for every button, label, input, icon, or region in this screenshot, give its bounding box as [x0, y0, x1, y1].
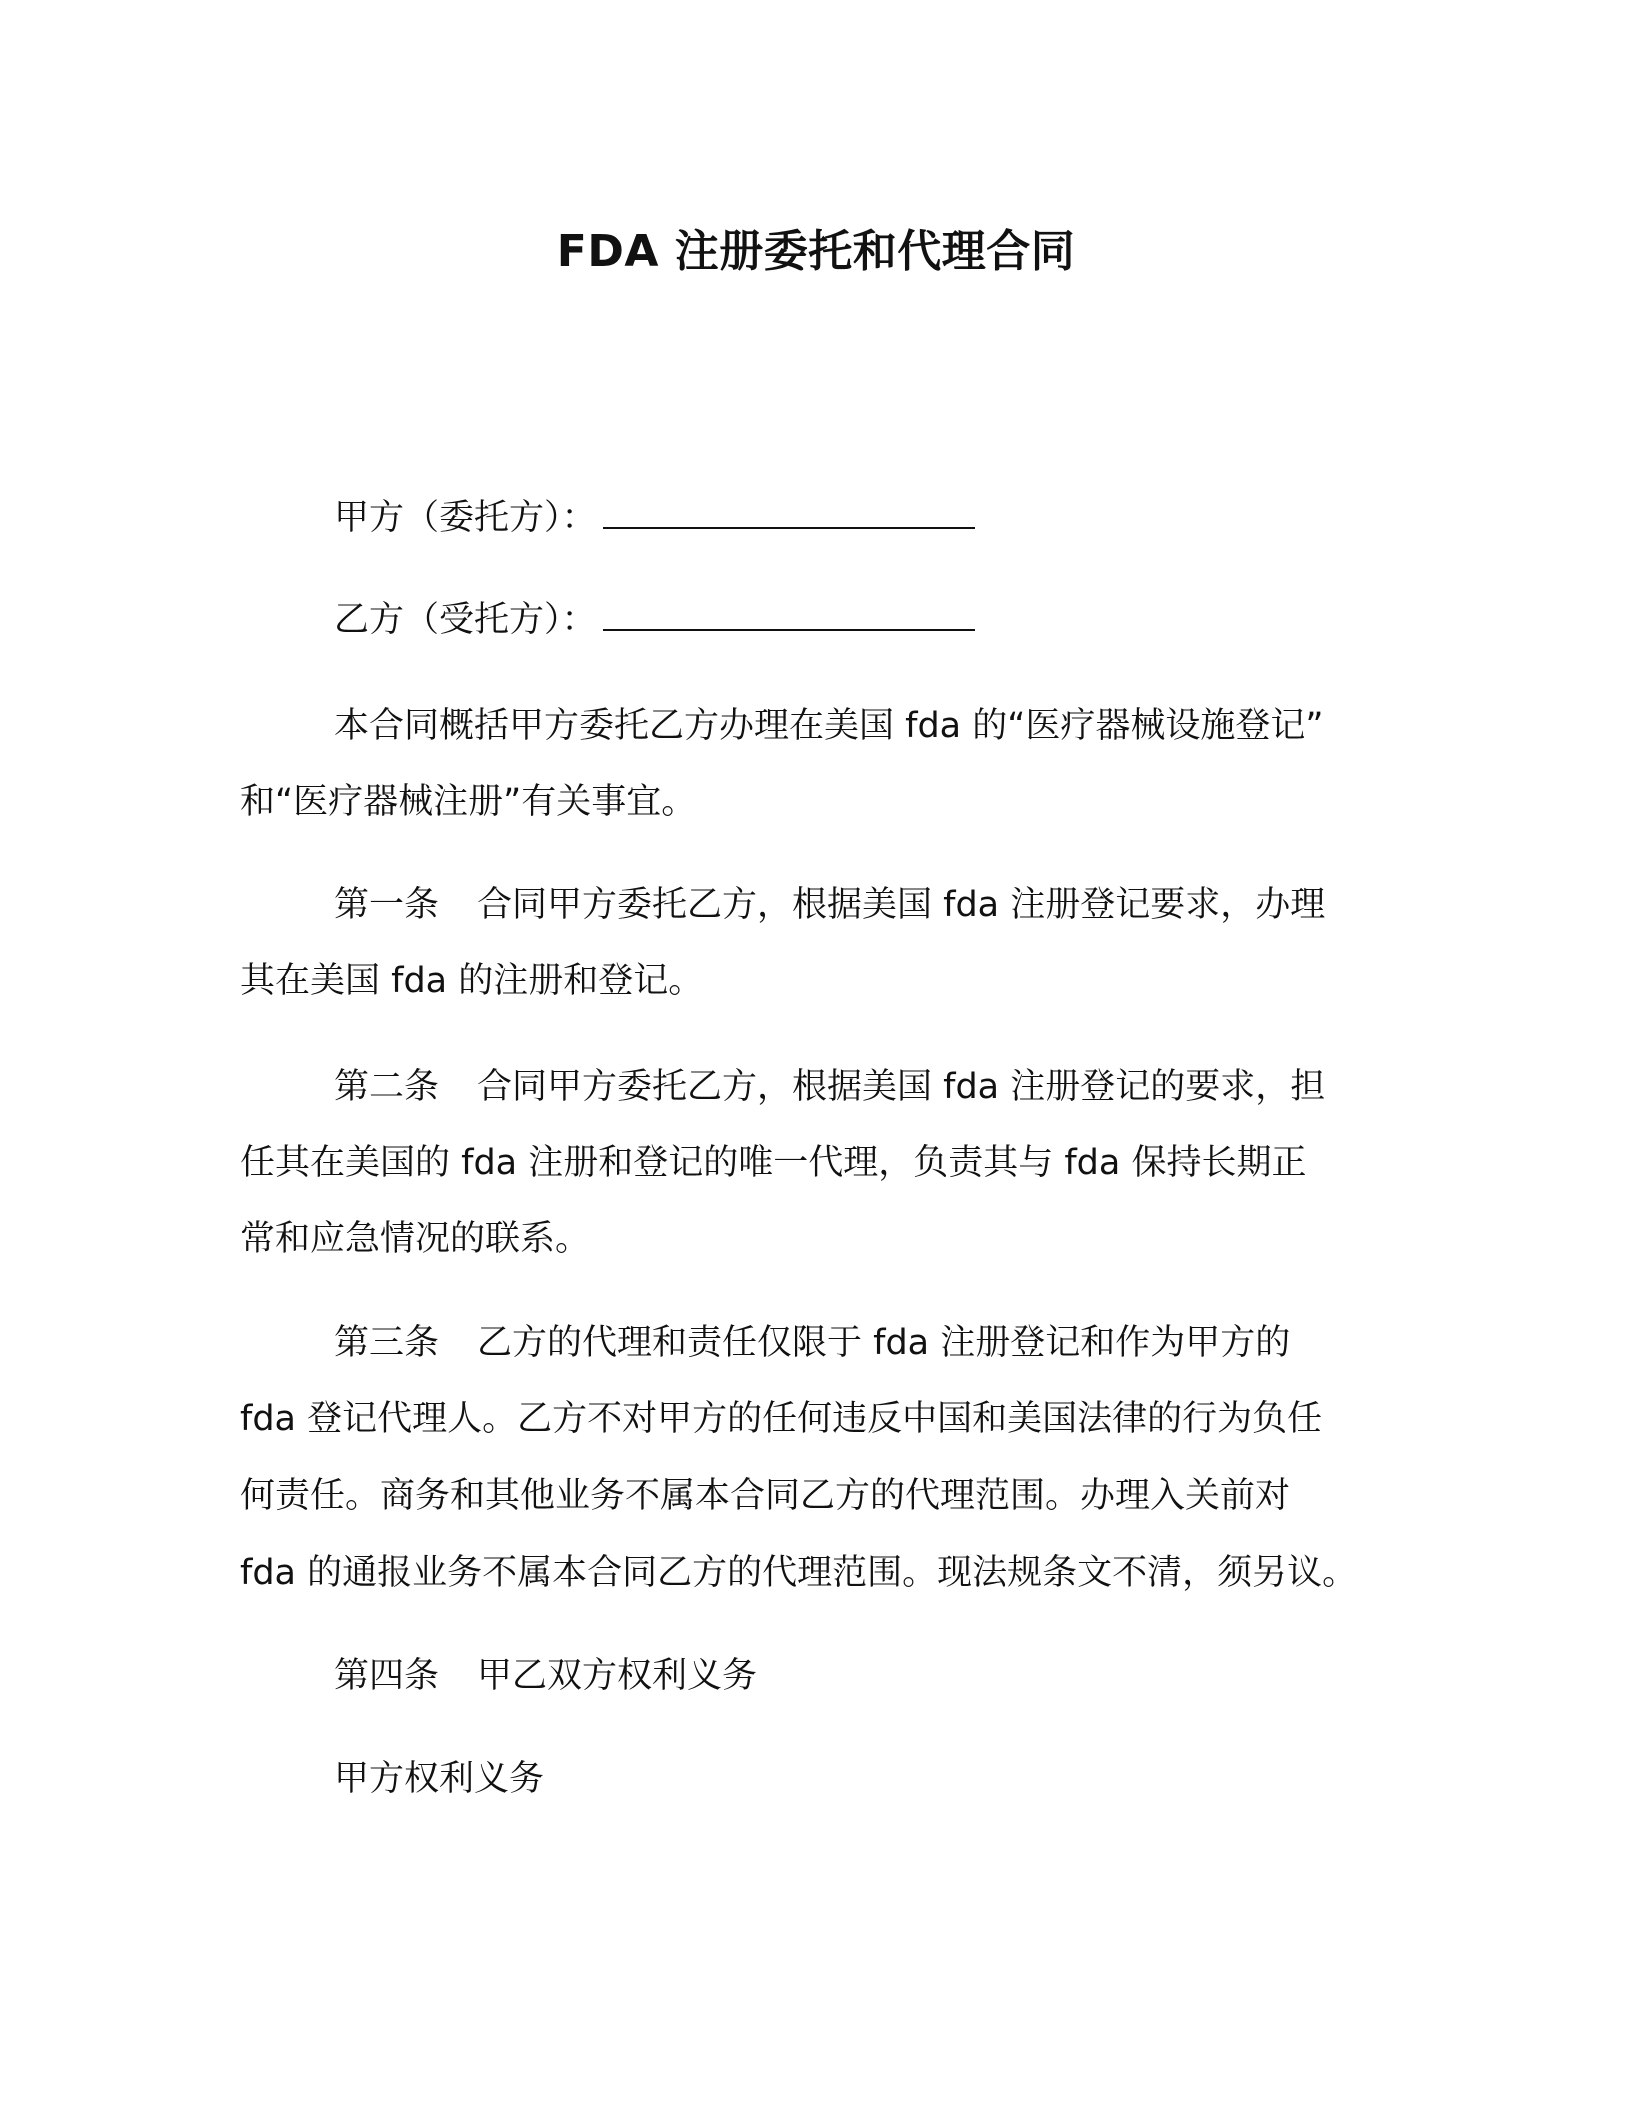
article-2-text: 合同甲方委托乙方，根据美国 fda 注册登记的要求，担 [477, 1067, 1326, 1107]
intro-line: 本合同概括甲方委托乙方办理在美国 fda 的“医疗器械设施登记” [334, 706, 1324, 746]
party-a-blank-line [603, 493, 975, 529]
party-b-label: 乙方（受托方）： [334, 600, 597, 640]
article-3-label: 第三条 [334, 1323, 440, 1363]
article-2-line: 任其在美国的 fda 注册和登记的唯一代理，负责其与 fda 保持长期正 [240, 1143, 1307, 1183]
party-b-blank-line [603, 595, 975, 631]
party-a-field [334, 493, 975, 543]
article-1-line: 其在美国 fda 的注册和登记。 [240, 961, 704, 1001]
article-1-line [334, 880, 1325, 930]
party-b-field [334, 595, 975, 645]
article-2-line: 常和应急情况的联系。 [240, 1219, 591, 1259]
article-4-text: 甲乙双方权利义务 [477, 1656, 758, 1696]
article-2-label: 第二条 [334, 1067, 440, 1107]
document-title: FDA 注册委托和代理合同 [556, 226, 1076, 277]
article-2-line [334, 1062, 1325, 1112]
article-3-line [334, 1318, 1290, 1368]
article-4-line [334, 1651, 757, 1701]
article-3-line: 何责任。商务和其他业务不属本合同乙方的代理范围。办理入关前对 [240, 1476, 1291, 1516]
article-1-label: 第一条 [334, 885, 440, 925]
party-a-rights-heading: 甲方权利义务 [334, 1759, 545, 1799]
article-3-text: 乙方的代理和责任仅限于 fda 注册登记和作为甲方的 [477, 1323, 1291, 1363]
party-a-label: 甲方（委托方）： [334, 498, 597, 538]
article-4-label: 第四条 [334, 1656, 440, 1696]
article-3-line: fda 的通报业务不属本合同乙方的代理范围。现法规条文不清，须另议。 [240, 1553, 1358, 1593]
article-3-line: fda 登记代理人。乙方不对甲方的任何违反中国和美国法律的行为负任 [240, 1399, 1323, 1439]
intro-line: 和“医疗器械注册”有关事宜。 [240, 782, 697, 822]
article-1-text: 合同甲方委托乙方，根据美国 fda 注册登记要求，办理 [477, 885, 1326, 925]
